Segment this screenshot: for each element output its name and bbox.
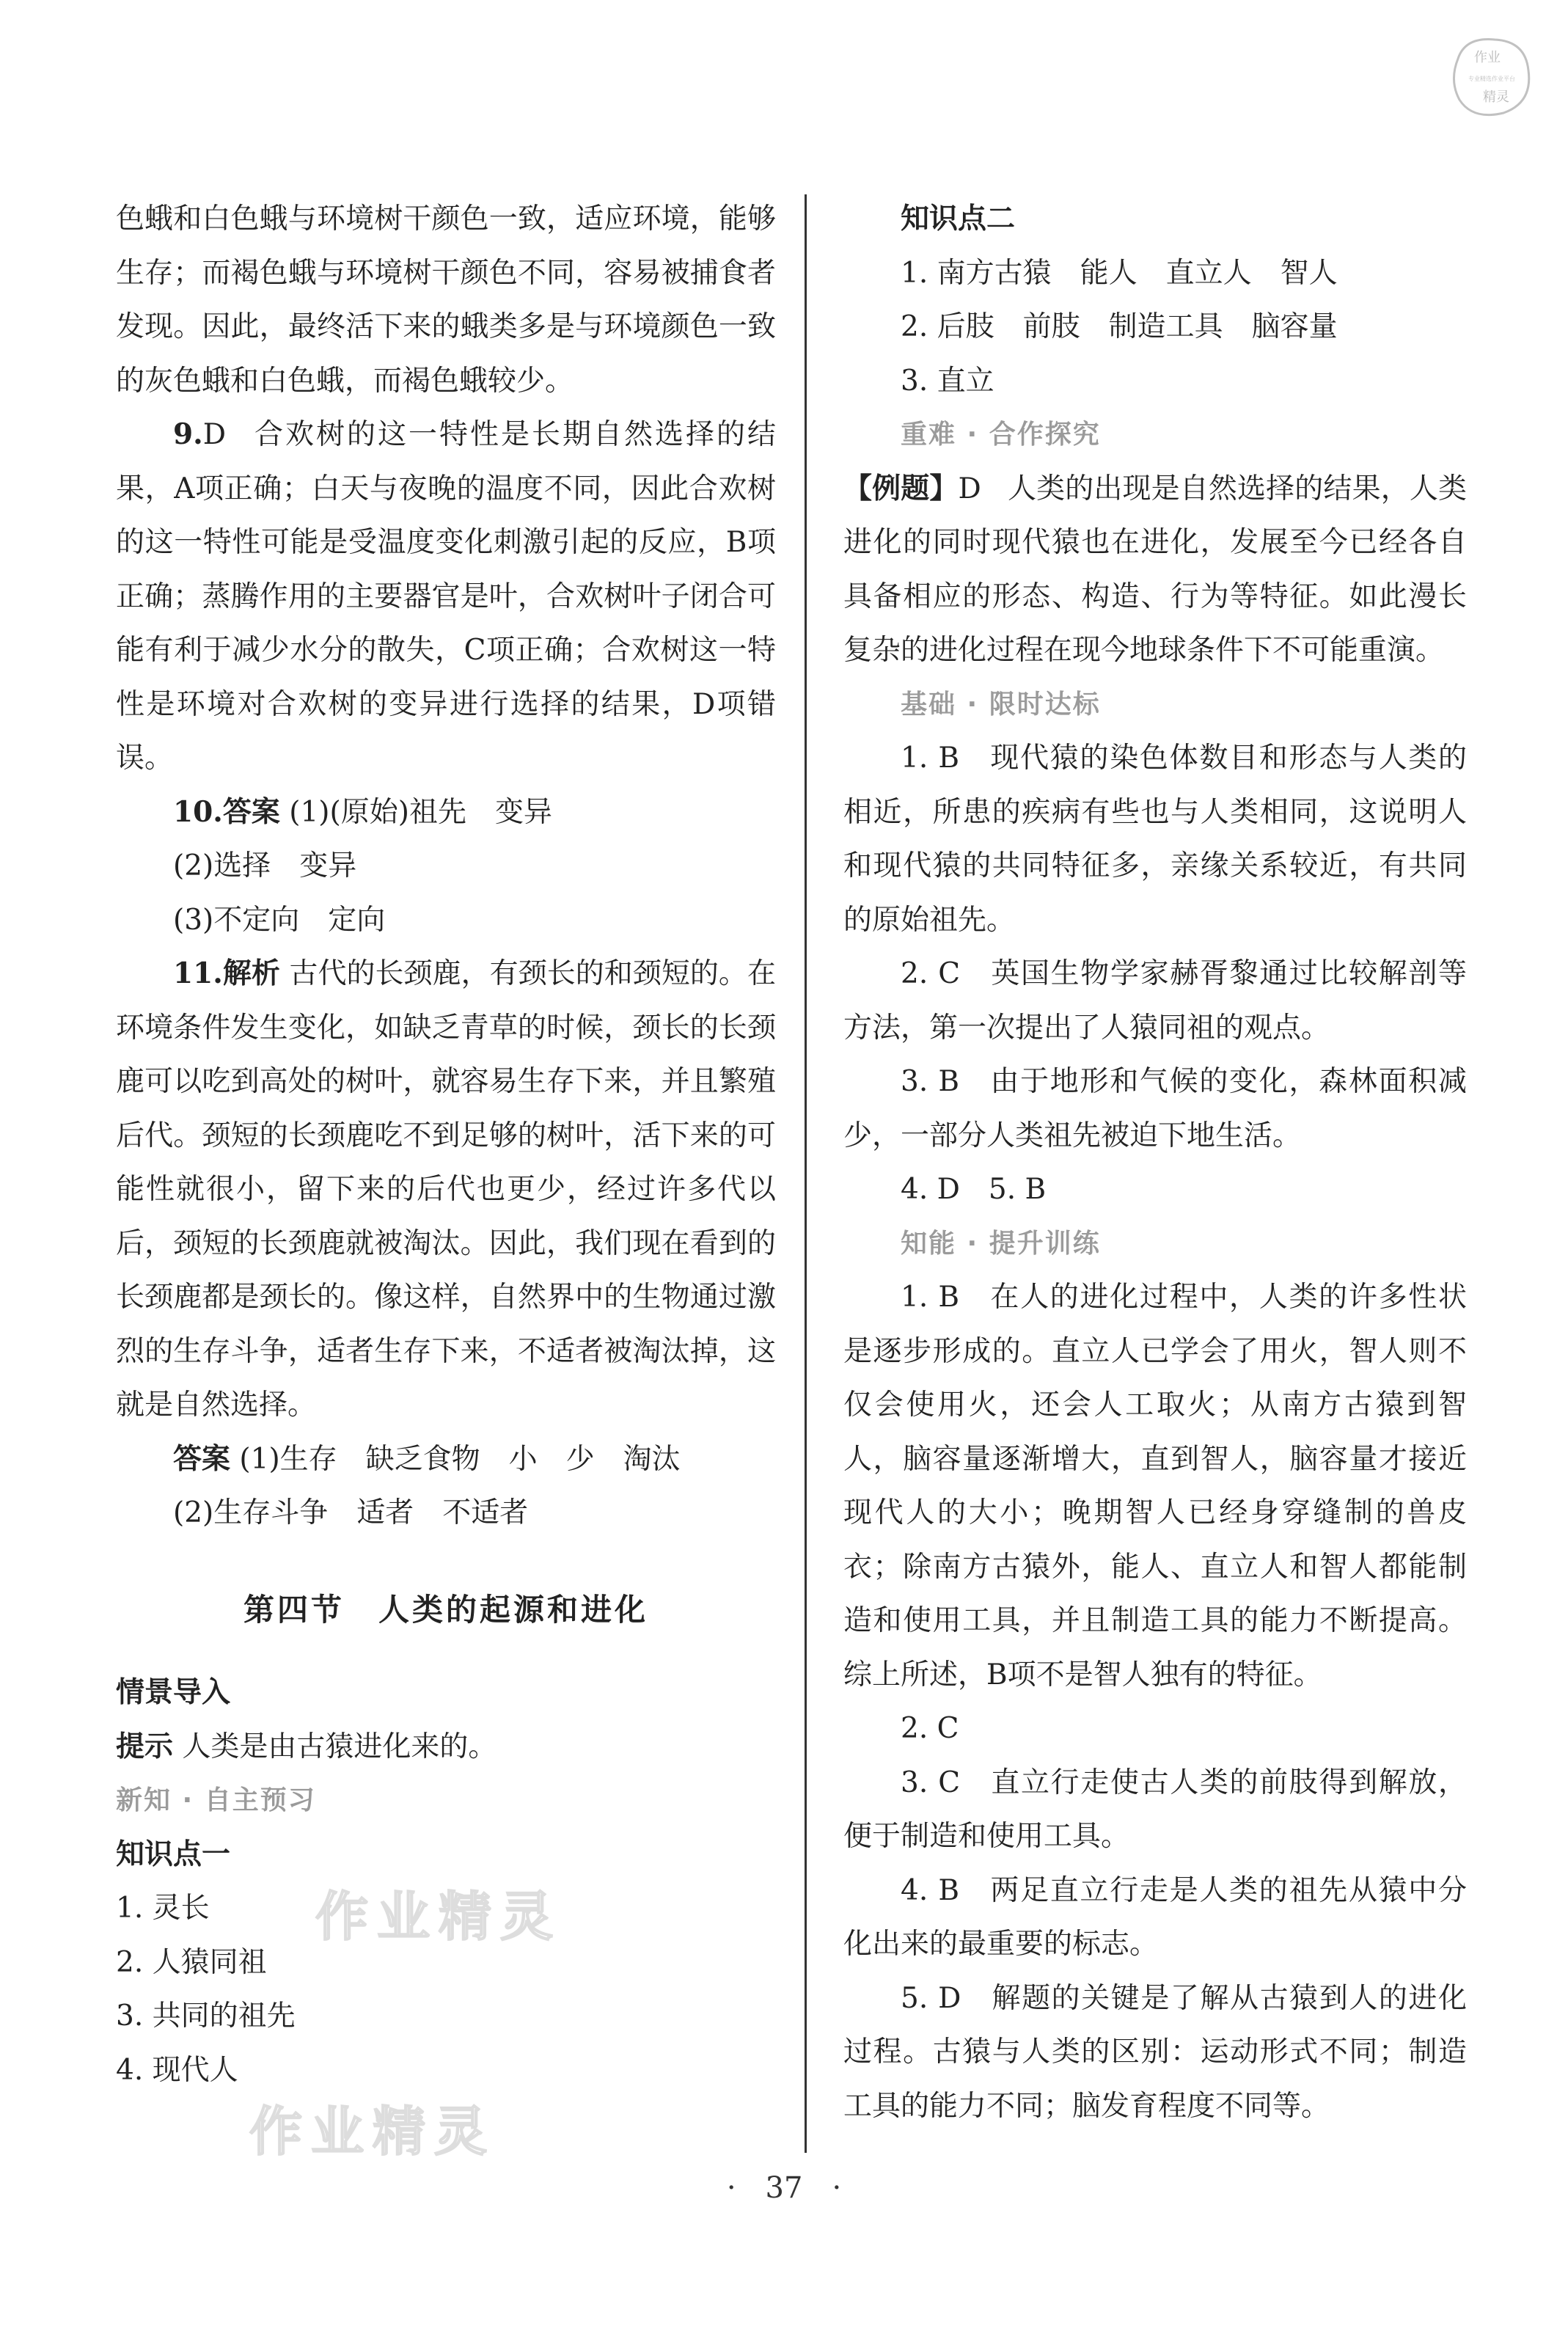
advance-answer-5: 5. D 解题的关键是了解从古猿到人的进化过程。古猿与人类的区别：运动形式不同；制造工具的能力不同；脑发育程度不同等。: [843, 1981, 1467, 2123]
kp2-heading: 知识点二: [901, 202, 1016, 235]
preview-heading: 新知 · 自主预习: [116, 1785, 316, 1815]
q10-number: 10.: [173, 794, 223, 829]
basic-answer-3: 3. B 由于地形和气候的变化，森林面积减少，一部分人类祖先被迫下地生活。: [843, 1065, 1467, 1152]
basic-heading: 基础 · 限时达标: [901, 689, 1101, 720]
basic-answer-2: 2. C 英国生物学家赫胥黎通过比较解剖等方法，第一次提出了人猿同祖的观点。: [843, 957, 1467, 1045]
kp2-item-2: 2. 后肢 前肢 制造工具 脑容量: [901, 310, 1338, 343]
q11-keyword: 解析: [222, 957, 280, 990]
advance-answer-1: 1. B 在人的进化过程中，人类的许多性状是逐步形成的。直立人已学会了用火，智人则不仅会使用火，还会人工取火；从南方古猿到智人，脑容量逐渐增大，直到智人，脑容量才接近现代人的大小；晚期智人已经身穿缝制的兽皮衣；除南方古猿外，能人、直立人和智人都能制造和使用工具，并且制造工具的能力不断提高。综上所述，B项不是智人独有的特征。: [843, 1281, 1467, 1691]
kp2-item-3: 3. 直立: [901, 364, 994, 398]
advance-answer-2: 2. C: [901, 1712, 959, 1745]
advance-heading: 知能 · 提升训练: [901, 1228, 1101, 1259]
kp1-item-3: 3. 共同的祖先: [116, 2000, 296, 2033]
stamp-logo: [1443, 29, 1539, 125]
stamp-bottom-text: 精灵: [1483, 89, 1509, 105]
explore-heading: 重难 · 合作探究: [901, 420, 1101, 450]
answer-9: [116, 408, 776, 786]
example-text: 人类的出现是自然选择的结果，人类进化的同时现代猿也在进化，发展至今已经各自具备相应的形态、构造、行为等特征。如此漫长复杂的进化过程在现今地球条件下不可能重演。: [843, 472, 1467, 667]
example: [843, 462, 1467, 678]
page-dot-left: ·: [726, 2171, 736, 2205]
q11-answer-line2: (2)生存斗争 适者 不适者: [173, 1496, 529, 1529]
q9-explanation: 合欢树的这一特性是长期自然选择的结果，A项正确；白天与夜晚的温度不同，因此合欢树的这一特性可能是受温度变化刺激引起的反应，B项正确；蒸腾作用的主要器官是叶，合欢树叶子闭合可能有利于减少水分的散失，C项正确；合欢树这一特性是环境对合欢树的变异进行选择的结果，D项错误。: [116, 418, 776, 775]
q10-line1: (1)(原始)祖先 变异: [289, 795, 552, 829]
stamp-middle-text: 专业精选作业平台: [1468, 76, 1515, 82]
advance-answer-4: 4. B 两足直立行走是人类的祖先从猿中分化出来的最重要的标志。: [843, 1873, 1467, 1961]
q10-line2: (2)选择 变异: [173, 849, 357, 882]
page-number-footer: [0, 2171, 1568, 2205]
hint-text: 人类是由古猿进化来的。: [182, 1730, 497, 1763]
basic-answer-1: 1. B 现代猿的染色体数目和形态与人类的相近，所患的疾病有些也与人类相同，这说明人和现代猿的共同特征多，亲缘关系较近，有共同的原始祖先。: [843, 742, 1467, 937]
kp1-heading: 知识点一: [116, 1837, 231, 1871]
q9-number: 9.: [173, 417, 203, 451]
answer-10: [116, 786, 776, 840]
page-dot-right: ·: [832, 2171, 842, 2205]
hint-line: [116, 1720, 776, 1774]
page-number: 37: [765, 2171, 803, 2205]
section-title: 第四节 人类的起源和进化: [243, 1591, 648, 1628]
answer-11: [116, 947, 776, 1433]
q11-answer-line1: [116, 1433, 776, 1487]
example-answer: D: [958, 472, 981, 505]
stamp-top-text: 作业: [1474, 50, 1501, 65]
q9-answer: D: [202, 418, 226, 451]
q10-keyword: 答案: [222, 795, 280, 829]
q11-answer-keyword: 答案: [173, 1442, 231, 1476]
kp1-item-2: 2. 人猿同祖: [116, 1945, 267, 1979]
kp2-item-1: 1. 南方古猿 能人 直立人 智人: [901, 256, 1338, 290]
watermark: 作业精灵: [249, 2101, 497, 2162]
kp1-item-1: 1. 灵长: [116, 1892, 210, 1925]
watermark: 作业精灵: [315, 1886, 563, 1947]
q11-explanation: 古代的长颈鹿，有颈长的和颈短的。在环境条件发生变化，如缺乏青草的时候，颈长的长颈鹿可以吃到高处的树叶，就容易生存下来，并且繁殖后代。颈短的长颈鹿吃不到足够的树叶，活下来的可能性就很小，留下来的后代也更少，经过许多代以后，颈短的长颈鹿就被淘汰。因此，我们现在看到的长颈鹿都是颈长的。像这样，自然界中的生物通过激烈的生存斗争，适者生存下来，不适者被淘汰掉，这就是自然选择。: [116, 957, 776, 1422]
q10-line3: (3)不定向 定向: [173, 903, 386, 937]
q11-answer1: (1)生存 缺乏食物 小 少 淘汰: [239, 1442, 681, 1476]
scene-heading: 情景导入: [116, 1676, 231, 1709]
basic-answer-4-5: 4. D 5. B: [901, 1173, 1047, 1206]
hint-keyword: 提示: [116, 1730, 174, 1763]
advance-answer-3: 3. C 直立行走使古人类的前肢得到解放，便于制造和使用工具。: [843, 1766, 1467, 1853]
right-column: [843, 192, 1467, 2133]
kp1-item-4: 4. 现代人: [116, 2053, 238, 2087]
paragraph-continued: 色蛾和白色蛾与环境树干颜色一致，适应环境，能够生存；而褐色蛾与环境树干颜色不同，容易被捕食者发现。因此，最终活下来的蛾类多是与环境颜色一致的灰色蛾和白色蛾，而褐色蛾较少。: [116, 202, 776, 398]
column-divider: [805, 194, 807, 2153]
left-column: [116, 192, 776, 2097]
q11-number: 11.: [173, 956, 223, 990]
example-keyword: 【例题】: [843, 472, 959, 505]
